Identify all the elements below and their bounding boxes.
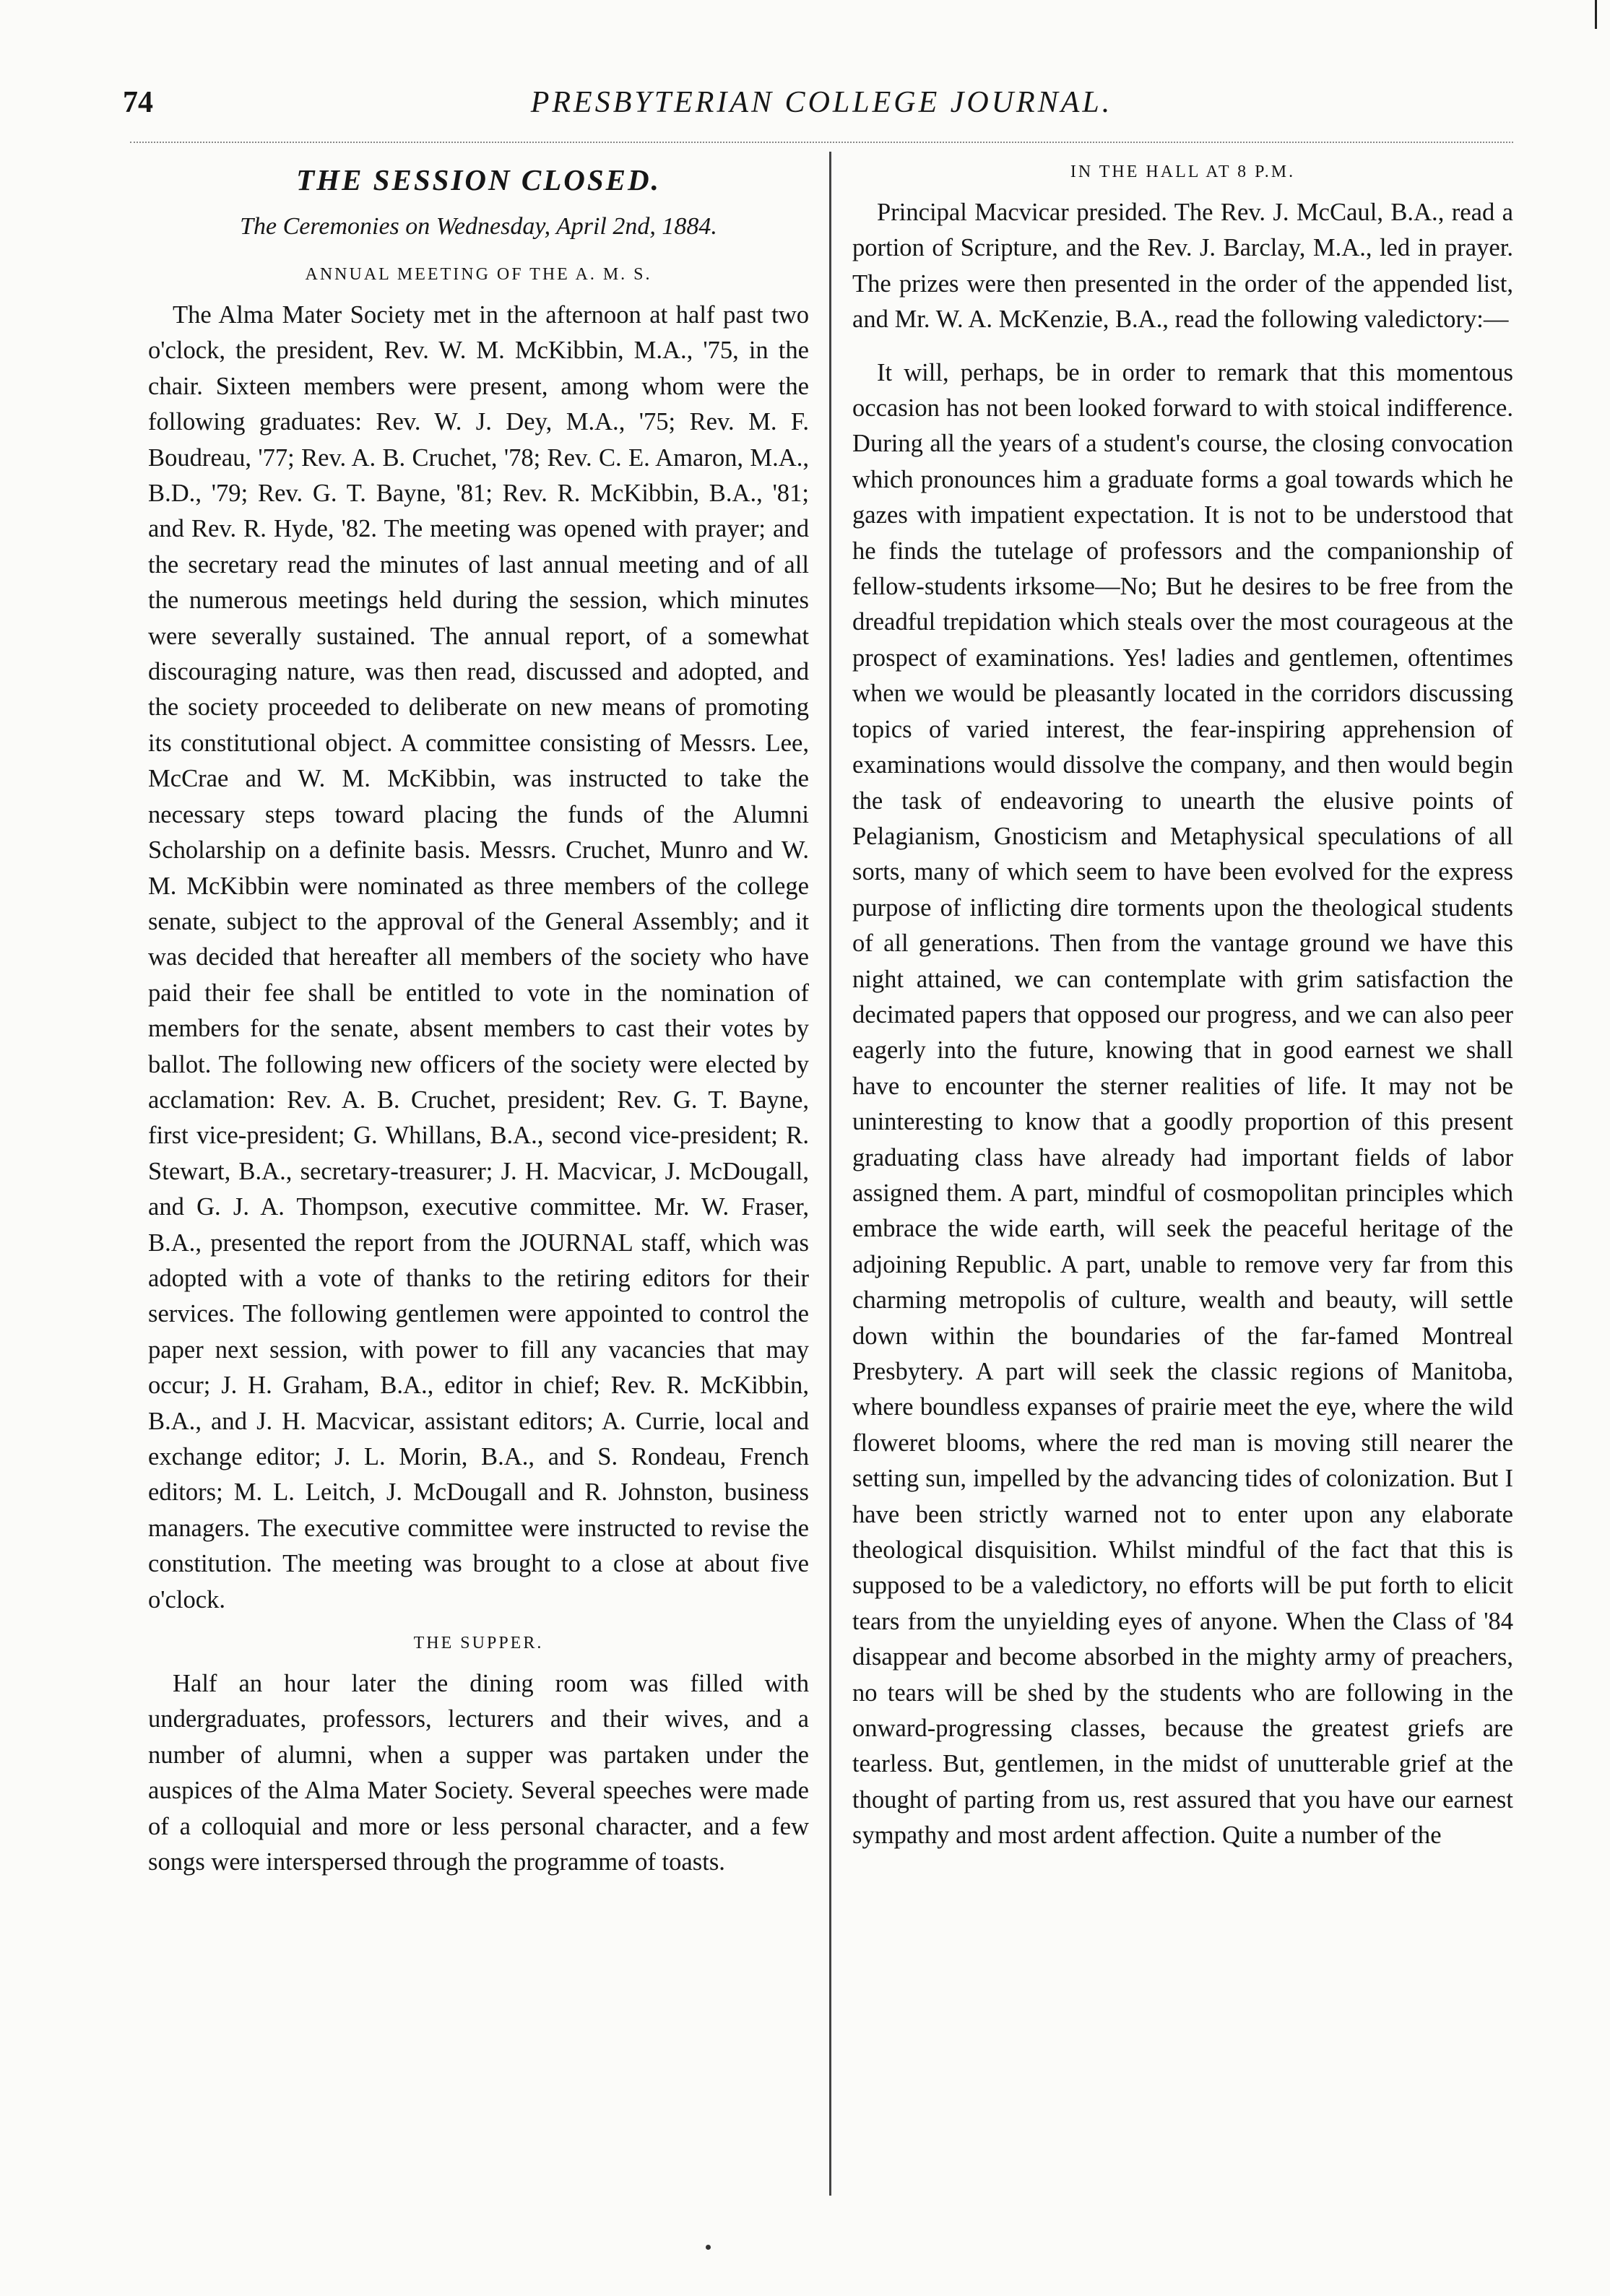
paragraph-supper: Half an hour later the dining room was filled with undergraduates, professors, lecturers and their wives, and a number of alumni, when a supper was partaken under the auspices of the Alma Mater Society. Several speeches were made of a colloquial and more or less personal character, and a few songs were interspersed through the programme of toasts. [148,1670,809,1876]
section-heading-supper: THE SUPPER. [413,1634,544,1653]
section-heading-ams: ANNUAL MEETING OF THE A. M. S. [305,265,652,284]
paragraph-valedictory: It will, perhaps, be in order to remark that this momentous occasion has not been looked forward to with stoical indifference. During all the years of a student's course, the closing convocation which pronounces him a graduate forms a goal towards which he gazes with impatient expectation. It is not to be understood that he finds the tutelage of professors and the companionship of fellow-students irksome—No; But he desires to be free from the dreadful trepidation which steals over the most courageous at the prospect of examinations. Yes! ladies and gentlemen, oftentimes when we would be pleasantly located in the corridors discussing topics of varied interest, the fear-inspiring apprehension of examinations would dissolve the company, and then would begin the task of endeavoring to unearth the elusive points of Pelagianism, Gnosticism and Metaphysical speculations of all sorts, many of which seem to have been evolved for the express purpose of inflicting dire torments upon the theological students of all generations. Then from the vantage ground we have this night attained, we can contemplate with grim satisfaction the decimated papers that opposed our progress, and we can also peer eagerly into the future, knowing that in good earnest we shall have to encounter the sterner realities of life. It may not be uninteresting to know that a goodly proportion of this present graduating class have already had important fields of labor assigned them. A part, mindful of cosmopolitan principles which embrace the wide earth, will seek the peaceful heritage of the adjoining Republic. A part, unable to remove very far from this charming metropolis of culture, wealth and beauty, will settle down within the boundaries of the far-famed Montreal Presbytery. A part will seek the classic regions of Manitoba, where boundless expanses of prairie meet the eye, where the wild floweret blooms, where the red man is moving still nearer the setting sun, impelled by the advancing tides of colonization. But I have been strictly warned not to enter upon any elaborate theological disquisition. Whilst mindful of the fact that this is supposed to be a valedictory, no efforts will be put forth to elicit tears from the unyielding eyes of anyone. When the Class of '84 disappear and become absorbed in the mighty army of preachers, no tears will be shed by the students who are following in the onward-progressing classes, because the greatest griefs are tearless. But, gentlemen, in the midst of unutterable grief at the thought of parting from us, rest assured that you have our earnest sympathy and most ardent affection. Quite a number of the [852,358,1513,1850]
running-head [123,85,1520,129]
paragraph-hall-ceremony: Principal Macvicar presided. The Rev. J. McCaul, B.A., read a portion of Scripture, and the Rev. J. Barclay, M.A., led in prayer. The prizes were then presented in the order of the appended list, and Mr. W. A. McKenzie, B.A., read the following valedictory:— [852,199,1513,334]
header-rule [130,142,1513,143]
right-column [852,163,1513,2199]
scan-edge-mark [1595,0,1597,29]
paragraph-ams-meeting: The Alma Mater Society met in the afternoon at half past two o'clock, the president, Rev. W. M. McKibbin, M.A., '75, in the chair. Sixteen members were present, among whom were the following graduates: Rev. W. J. Dey, M.A., '75; Rev. M. F. Boudreau, '77; Rev. A. B. Cruchet, '78; Rev. C. E. Amaron, M.A., B.D., '79; Rev. G. T. Bayne, '81; Rev. R. McKibbin, B.A., '81; and Rev. R. Hyde, '82. The meeting was opened with prayer; and the secretary read the minutes of last annual meeting and of all the numerous meetings held during the session, which minutes were severally sustained. The annual report, of a somewhat discouraging nature, was then read, discussed and adopted, and the society proceeded to deliberate on new means of promoting its constitutional object. A committee consisting of Messrs. Lee, McCrae and W. M. McKibbin, was instructed to take the necessary steps toward placing the funds of the Alumni Scholarship on a definite basis. Messrs. Cruchet, Munro and W. M. McKibbin were nominated as three members of the college senate, subject to the approval of the General Assembly; and it was decided that hereafter all members of the society who have paid their fee shall be entitled to vote in the nomination of members for the senate, absent members to cast their votes by ballot. The following new officers of the society were elected by acclamation: Rev. A. B. Cruchet, president; Rev. G. T. Bayne, first vice-president; G. Whillans, B.A., second vice-president; R. Stewart, B.A., secretary-treasurer; J. H. Macvicar, J. McDougall, and G. J. A. Thompson, executive committee. Mr. W. Fraser, B.A., presented the report from the JOURNAL staff, which was adopted with a vote of thanks to the retiring editors for their services. The following gentlemen were appointed to control the paper next session, with power to fill any vacancies that may occur; J. H. Graham, B.A., editor in chief; Rev. R. McKibbin, B.A., and J. H. Macvicar, assistant editors; A. Currie, local and exchange editor; J. L. Morin, B.A., and S. Rondeau, French editors; M. L. Leitch, J. McDougall and R. Johnston, business managers. The executive committee were instructed to revise the constitution. The meeting was brought to a close at about five o'clock. [148,301,809,1613]
article-title: THE SESSION CLOSED. [296,163,661,196]
left-column [148,163,809,2199]
journal-title: PRESBYTERIAN COLLEGE JOURNAL. [530,86,1113,119]
column-divider [829,152,831,2196]
article-dateline: The Ceremonies on Wednesday, April 2nd, 1884. [240,213,717,240]
section-heading-hall: IN THE HALL AT 8 P.M. [1070,163,1296,181]
page-dot [706,2245,711,2250]
page-number: 74 [123,86,153,119]
